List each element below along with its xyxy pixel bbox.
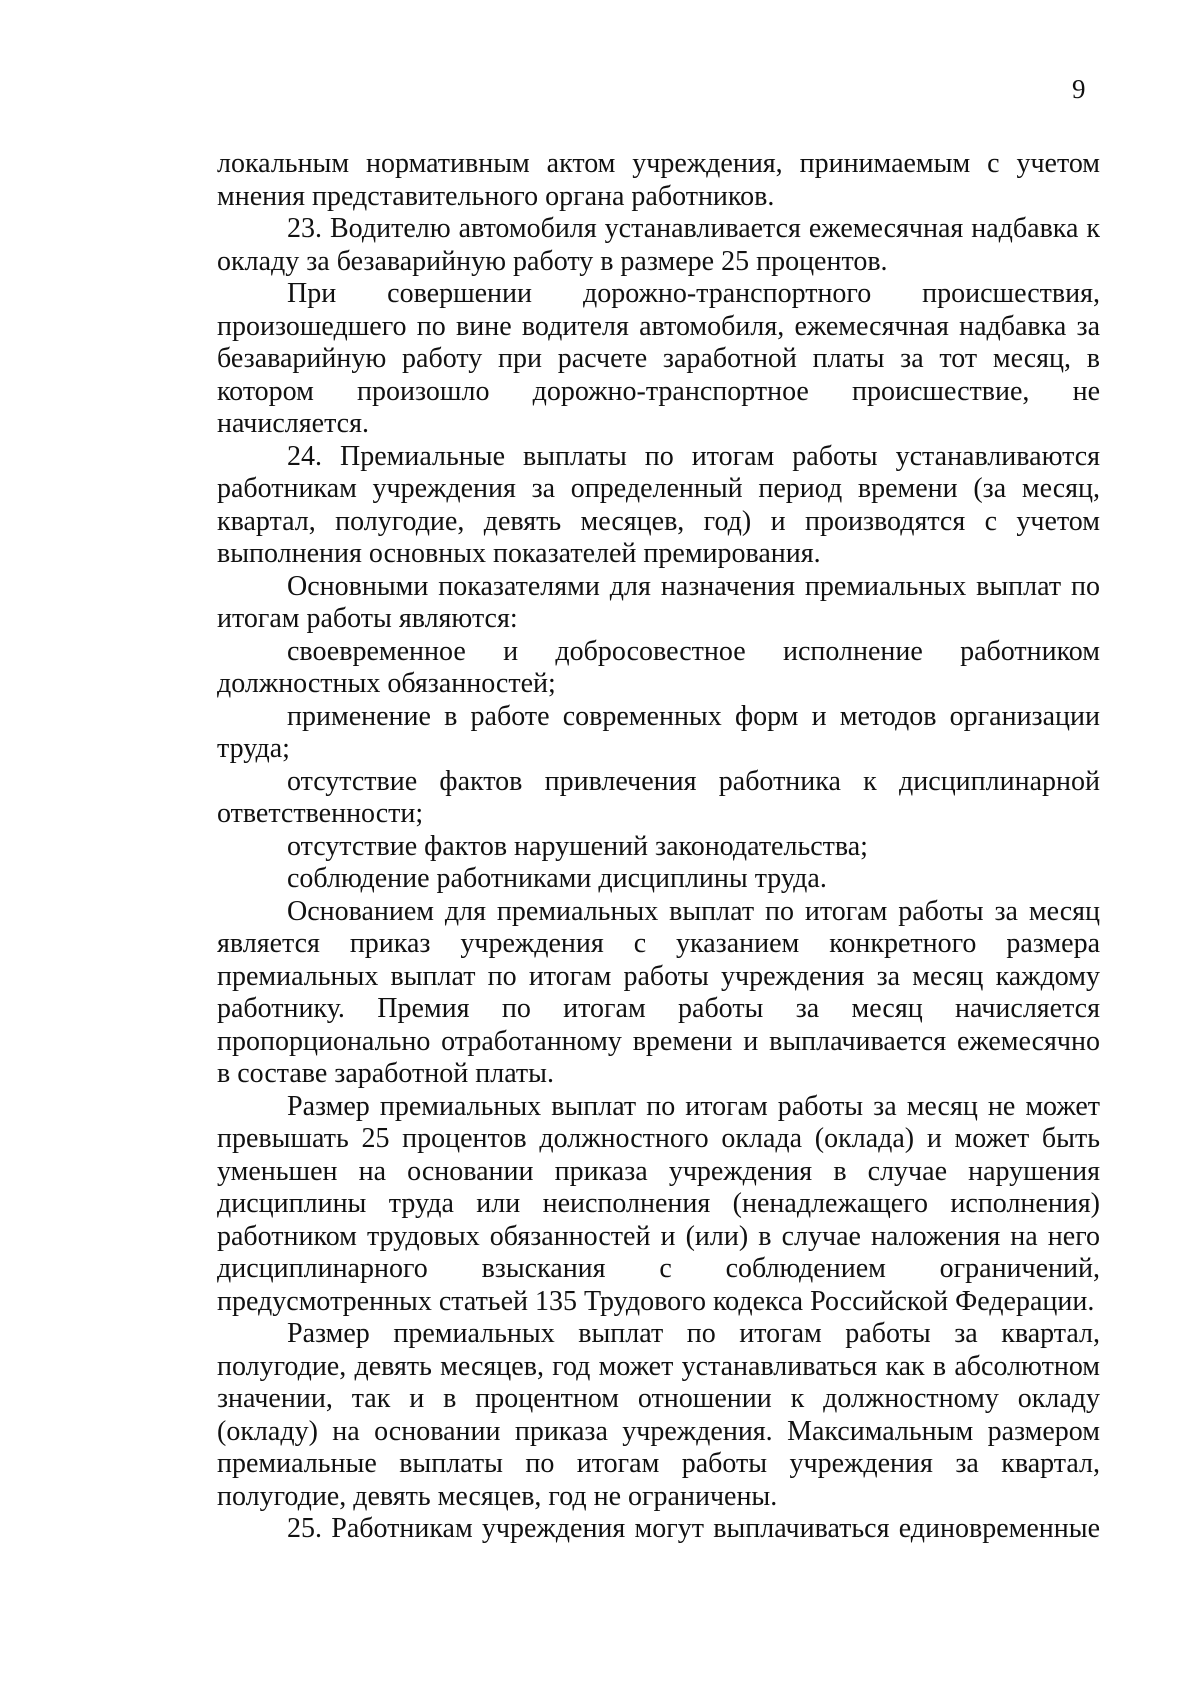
list-item-indicator: соблюдение работниками дисциплины труда. [287,863,827,894]
list-item-indicator: применение в работе современных форм и методов организации труда; [217,700,1100,764]
page-number: 9 [1072,74,1086,104]
list-item-indicator: своевременное и добросовестное исполнение работником должностных обязанностей; [217,635,1100,699]
paragraph-period-size: Размер премиальных выплат по итогам работы за квартал, полугодие, девять месяцев, год может устанавливаться как в абсолютном значении, так и в процентном отношении к должностному окладу (окладу) на основании приказа учреждения. Максимальным размером премиальные выплаты по итогам работы учреждения за квартал, полугодие, девять месяцев, год не ограничены. [217,1318,1100,1512]
paragraph-24-indicators-intro: Основными показателями для назначения премиальных выплат по итогам работы являются: [217,570,1100,634]
paragraph-23: 23. Водителю автомобиля устанавливается ежемесячная надбавка к окладу за безаварийную работу в размере 25 процентов. [217,213,1100,277]
paragraph-monthly-basis: Основанием для премиальных выплат по итогам работы за месяц является приказ учреждения с указанием конкретного размера премиальных выплат по итогам работы учреждения за месяц каждому работнику. Премия по итогам работы за месяц начисляется пропорционально отработанному времени и выплачивается ежемесячно в составе заработной платы. [217,895,1100,1089]
paragraph-monthly-size: Размер премиальных выплат по итогам работы за месяц не может превышать 25 процентов должностного оклада (оклада) и может быть уменьшен на основании приказа учреждения в случае нарушения дисциплины труда или неисполнения (ненадлежащего исполнения) работником трудовых обязанностей и (или) в случае наложения на него дисциплинарного взыскания с соблюдением ограничений, предусмотренных статьей 135 Трудового кодекса Российской Федерации. [217,1090,1100,1317]
document-body [217,148,1100,1546]
list-item-indicator: отсутствие фактов привлечения работника к дисциплинарной ответственности; [217,765,1100,829]
paragraph-continuation: локальным нормативным актом учреждения, принимаемым с учетом мнения представительного органа работников. [217,148,1100,212]
list-item-indicator: отсутствие фактов нарушений законодательства; [287,830,868,862]
paragraph-25: 25. Работникам учреждения могут выплачиваться единовременные [287,1513,1100,1544]
paragraph-23-accident: При совершении дорожно-транспортного происшествия, произошедшего по вине водителя автомобиля, ежемесячная надбавка за безаварийную работу при расчете заработной платы за тот месяц, в котором произошло дорожно-транспортное происшествие, не начисляется. [217,278,1100,439]
paragraph-24: 24. Премиальные выплаты по итогам работы устанавливаются работникам учреждения за определенный период времени (за месяц, квартал, полугодие, девять месяцев, год) и производятся с учетом выполнения основных показателей премирования. [217,440,1100,569]
